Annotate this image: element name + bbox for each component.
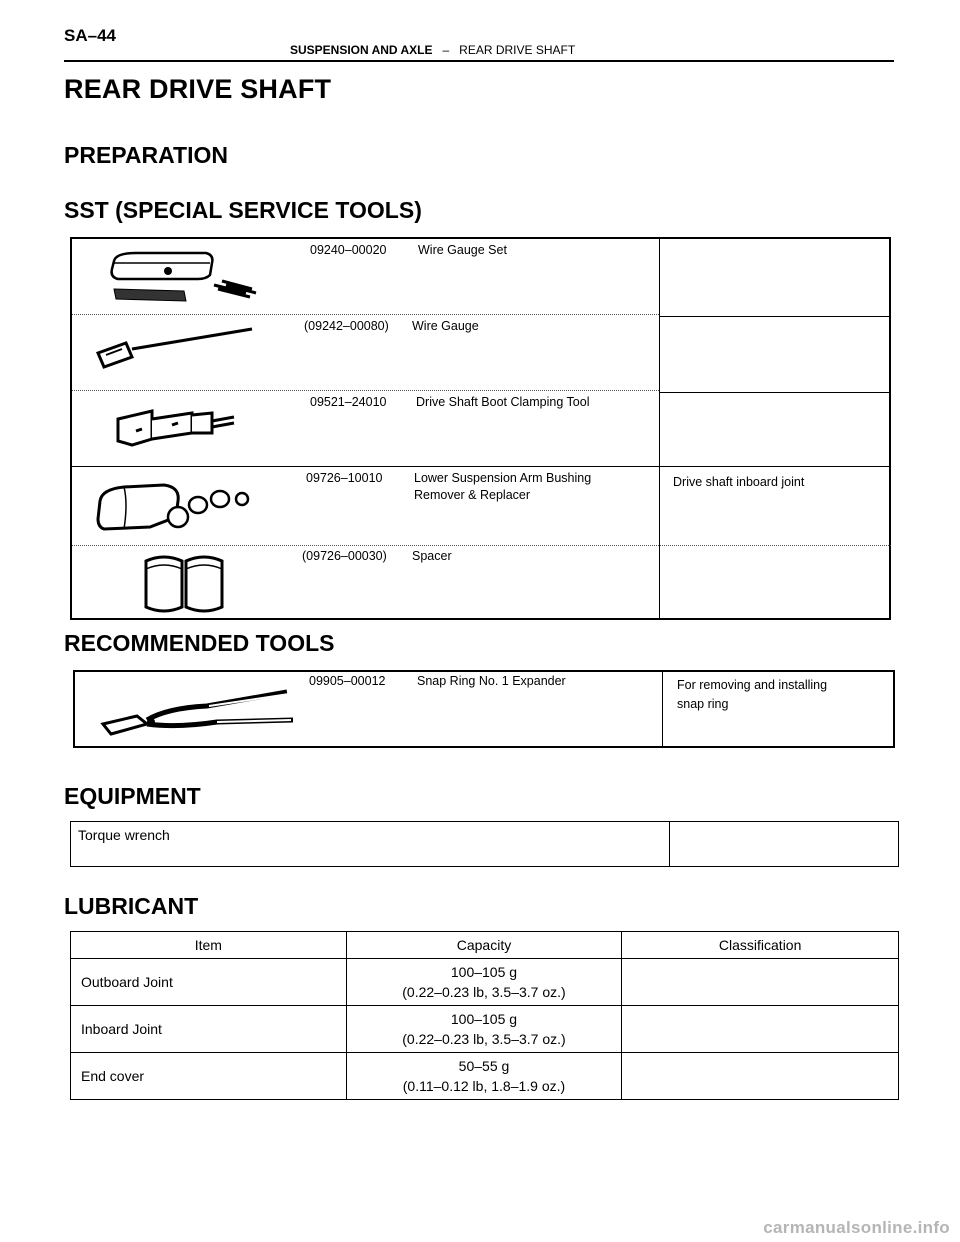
equipment-item: Torque wrench	[78, 827, 170, 843]
running-header	[290, 43, 575, 57]
table-row	[71, 1053, 899, 1100]
tool-name: Snap Ring No. 1 Expander	[417, 674, 566, 688]
lubricant-item: Outboard Joint	[71, 959, 347, 1006]
sst-row-divider	[72, 390, 659, 391]
page-title: REAR DRIVE SHAFT	[64, 74, 332, 104]
boot-clamping-tool-illustration	[112, 405, 242, 451]
part-number: 09521–24010	[310, 395, 387, 409]
table-row	[71, 959, 899, 1006]
sst-note: Drive shaft inboard joint	[673, 475, 805, 489]
capacity-metric: 100–105 g	[450, 1011, 518, 1027]
lubricant-capacity	[346, 1053, 622, 1100]
lubricant-heading: LUBRICANT	[64, 893, 199, 919]
lubricant-capacity	[346, 959, 622, 1006]
part-number: 09726–10010	[306, 471, 383, 485]
lubricant-table	[70, 931, 899, 1100]
header-separator: –	[442, 43, 450, 57]
wire-gauge-illustration	[92, 325, 262, 375]
table-row	[71, 1006, 899, 1053]
capacity-imperial: (0.11–0.12 lb, 1.8–1.9 oz.)	[402, 1078, 566, 1094]
recommended-table	[73, 670, 895, 748]
sst-column-divider	[659, 239, 660, 620]
tool-name: Wire Gauge	[412, 319, 479, 333]
part-number: (09726–00030)	[302, 549, 387, 563]
header-rule	[64, 60, 894, 62]
equipment-column-divider	[669, 822, 670, 866]
part-number: (09242–00080)	[304, 319, 389, 333]
sst-row-divider	[72, 466, 891, 467]
sst-row-5	[302, 549, 452, 563]
lubricant-classification	[622, 1053, 899, 1100]
sst-row-divider	[72, 545, 891, 546]
header-section: SUSPENSION AND AXLE	[290, 43, 433, 57]
table-header-row	[71, 932, 899, 959]
column-header-classification: Classification	[622, 932, 899, 959]
tool-name: Spacer	[412, 549, 452, 563]
snap-ring-expander-illustration	[97, 684, 297, 740]
spacer-illustration	[142, 555, 232, 615]
page-code: SA–44	[64, 26, 116, 45]
sst-row-4	[306, 471, 591, 502]
sst-table	[70, 237, 891, 620]
bushing-remover-illustration	[94, 477, 264, 537]
tool-name-continued: Remover & Replacer	[414, 488, 531, 502]
capacity-metric: 100–105 g	[450, 964, 518, 980]
recommended-row	[309, 674, 566, 688]
wire-gauge-set-illustration	[106, 249, 266, 307]
sst-row-3	[310, 395, 589, 409]
part-number: 09240–00020	[310, 243, 387, 257]
capacity-metric: 50–55 g	[458, 1058, 510, 1074]
lubricant-classification	[622, 1006, 899, 1053]
recommended-column-divider	[662, 672, 663, 748]
sst-heading: SST (SPECIAL SERVICE TOOLS)	[64, 197, 422, 223]
column-header-capacity: Capacity	[346, 932, 622, 959]
header-subsection: REAR DRIVE SHAFT	[459, 43, 576, 57]
lubricant-item: Inboard Joint	[71, 1006, 347, 1053]
sst-note-divider	[659, 316, 891, 317]
capacity-imperial: (0.22–0.23 lb, 3.5–3.7 oz.)	[402, 1031, 566, 1047]
tool-name: Lower Suspension Arm Bushing	[414, 471, 592, 485]
sst-row-1	[310, 243, 507, 257]
capacity-imperial: (0.22–0.23 lb, 3.5–3.7 oz.)	[402, 984, 566, 1000]
equipment-table	[70, 821, 899, 867]
column-header-item: Item	[71, 932, 347, 959]
lubricant-item: End cover	[71, 1053, 347, 1100]
part-number: 09905–00012	[309, 674, 386, 688]
sst-row-divider	[72, 314, 659, 315]
note-line-1: For removing and installing	[677, 678, 828, 692]
recommended-note	[677, 676, 827, 714]
equipment-heading: EQUIPMENT	[64, 783, 201, 809]
watermark-link[interactable]: carmanualsonline.info	[763, 1218, 950, 1237]
sst-row-2	[304, 319, 479, 333]
lubricant-classification	[622, 959, 899, 1006]
sst-note-divider	[659, 392, 891, 393]
preparation-heading: PREPARATION	[64, 142, 228, 168]
tool-name: Wire Gauge Set	[418, 243, 507, 257]
note-line-2: snap ring	[677, 697, 729, 711]
lubricant-capacity	[346, 1006, 622, 1053]
recommended-heading: RECOMMENDED TOOLS	[64, 630, 335, 656]
tool-name: Drive Shaft Boot Clamping Tool	[416, 395, 590, 409]
